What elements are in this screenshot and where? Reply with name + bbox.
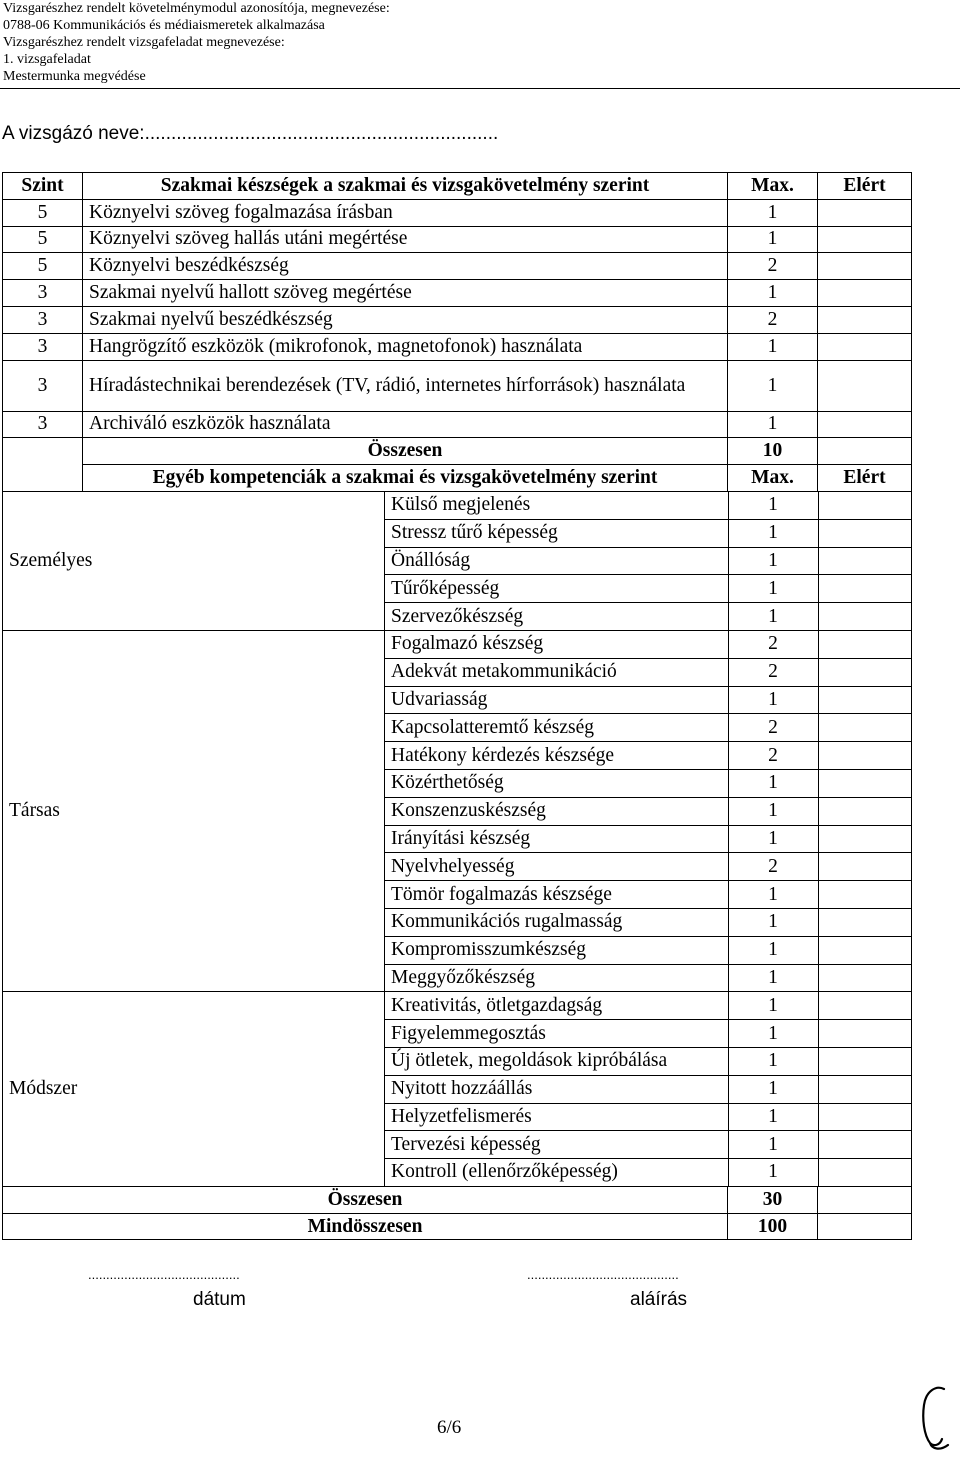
competency-max: 2 [728, 742, 818, 770]
achieved-cell[interactable] [818, 1213, 912, 1240]
competency-achieved[interactable] [818, 603, 912, 631]
subtotal2-label: Összesen [3, 1186, 728, 1213]
skill-cell: Szakmai nyelvű hallott szöveg megértése [83, 280, 728, 307]
level-cell: 5 [3, 253, 83, 280]
competency-achieved[interactable] [818, 1103, 912, 1131]
achieved-cell[interactable] [818, 253, 912, 280]
competency-achieved[interactable] [818, 964, 912, 992]
competency-groups-row [3, 491, 912, 1186]
competency-max: 2 [728, 658, 818, 686]
competency-label: Külső megjelenés [385, 492, 729, 519]
competency-achieved[interactable] [818, 853, 912, 881]
competency-label: Kapcsolatteremtő készség [385, 714, 729, 742]
competency-achieved[interactable] [818, 1020, 912, 1048]
max-cell: 1 [728, 280, 818, 307]
max-cell: 1 [728, 411, 818, 438]
page-number: 6/6 [437, 1417, 462, 1438]
header-line-2: 0788-06 Kommunikációs és médiaismeretek alkalmazása [3, 18, 325, 33]
competency-label: Kompromisszumkészség [385, 936, 729, 964]
competency-groups-table [3, 492, 912, 1186]
col-header-achieved: Elért [818, 173, 912, 200]
competency-achieved[interactable] [818, 519, 912, 547]
competency-label: Nyitott hozzáállás [385, 1075, 729, 1103]
level-cell: 3 [3, 333, 83, 360]
other-col-header-max: Max. [728, 465, 818, 492]
competency-achieved[interactable] [818, 936, 912, 964]
competency-max: 1 [728, 686, 818, 714]
competency-max: 1 [728, 1020, 818, 1048]
subtotal-value: 10 [728, 438, 818, 465]
skill-cell: Híradástechnikai berendezések (TV, rádió, internetes hírforrások) használata [83, 360, 728, 411]
competency-max: 2 [728, 714, 818, 742]
competency-achieved[interactable] [818, 547, 912, 575]
competency-max: 1 [728, 825, 818, 853]
grand-total-row [3, 1213, 912, 1240]
grand-total-label: Mindösszesen [3, 1213, 728, 1240]
table-row [3, 360, 912, 411]
competency-achieved[interactable] [818, 881, 912, 909]
achieved-cell[interactable] [818, 438, 912, 465]
table-row [3, 199, 912, 226]
competency-label: Önállóság [385, 547, 729, 575]
competency-max: 1 [728, 1131, 818, 1159]
date-line[interactable]: .......................................... [88, 1267, 240, 1282]
competency-achieved[interactable] [818, 686, 912, 714]
achieved-cell[interactable] [818, 226, 912, 253]
competency-max: 1 [728, 908, 818, 936]
competency-achieved[interactable] [818, 714, 912, 742]
competency-max: 1 [728, 964, 818, 992]
achieved-cell[interactable] [818, 199, 912, 226]
table-row [3, 253, 912, 280]
max-cell: 1 [728, 360, 818, 411]
competency-label: Tömör fogalmazás készsége [385, 881, 729, 909]
competency-achieved[interactable] [818, 1075, 912, 1103]
table-row [3, 226, 912, 253]
achieved-cell[interactable] [818, 333, 912, 360]
level-cell: 3 [3, 280, 83, 307]
competency-max: 1 [728, 1159, 818, 1186]
signature-label: aláírás [630, 1289, 688, 1310]
handwritten-initial [918, 1383, 954, 1453]
competency-label: Új ötletek, megoldások kipróbálása [385, 1047, 729, 1075]
competency-row [3, 492, 912, 519]
competency-max: 1 [728, 1075, 818, 1103]
competency-label: Figyelemmegosztás [385, 1020, 729, 1048]
competency-group-name: Társas [3, 630, 385, 991]
competency-label: Stressz tűrő képesség [385, 519, 729, 547]
skill-cell: Köznyelvi szöveg fogalmazása írásban [83, 199, 728, 226]
competency-label: Konszenzuskészség [385, 797, 729, 825]
competency-groups-body [3, 492, 912, 1186]
competency-achieved[interactable] [818, 1159, 912, 1186]
competency-group-name: Módszer [3, 992, 385, 1186]
competency-row [3, 630, 912, 658]
signature-line[interactable]: .......................................... [527, 1267, 679, 1282]
table-row [3, 280, 912, 307]
competency-label: Fogalmazó készség [385, 630, 729, 658]
col-header-level: Szint [3, 173, 83, 200]
blank-level-cell [3, 438, 83, 492]
level-cell: 5 [3, 199, 83, 226]
competency-label: Szervezőkészség [385, 603, 729, 631]
competency-achieved[interactable] [818, 769, 912, 797]
competency-achieved[interactable] [818, 797, 912, 825]
competency-label: Meggyőzőkészség [385, 964, 729, 992]
competency-label: Adekvát metakommunikáció [385, 658, 729, 686]
candidate-name-label[interactable]: A vizsgázó neve:................................................................... [2, 123, 499, 144]
table-row [3, 306, 912, 333]
achieved-cell[interactable] [818, 411, 912, 438]
max-cell: 2 [728, 306, 818, 333]
competency-max: 1 [728, 797, 818, 825]
skill-cell: Köznyelvi szöveg hallás utáni megértése [83, 226, 728, 253]
competency-achieved[interactable] [818, 1047, 912, 1075]
skill-cell: Szakmai nyelvű beszédkészség [83, 306, 728, 333]
max-cell: 1 [728, 333, 818, 360]
subtotal-label: Összesen [83, 438, 728, 465]
max-cell: 1 [728, 199, 818, 226]
competency-achieved[interactable] [818, 825, 912, 853]
header-line-1: Vizsgarészhez rendelt követelménymodul azonosítója, megnevezése: [3, 1, 390, 16]
subtotal-row-skills [3, 438, 912, 465]
competency-max: 2 [728, 630, 818, 658]
competency-label: Irányítási készség [385, 825, 729, 853]
subtotal-row-competencies [3, 1186, 912, 1213]
level-cell: 3 [3, 306, 83, 333]
table-row [3, 333, 912, 360]
competency-max: 1 [728, 492, 818, 519]
skill-cell: Hangrögzítő eszközök (mikrofonok, magnetofonok) használata [83, 333, 728, 360]
achieved-cell[interactable] [818, 360, 912, 411]
col-header-max: Max. [728, 173, 818, 200]
competency-max: 1 [728, 769, 818, 797]
level-cell: 3 [3, 360, 83, 411]
competency-label: Hatékony kérdezés készsége [385, 742, 729, 770]
competency-achieved[interactable] [818, 658, 912, 686]
date-label: dátum [193, 1289, 246, 1310]
competency-achieved[interactable] [818, 492, 912, 519]
skill-cell: Archiváló eszközök használata [83, 411, 728, 438]
competency-max: 1 [728, 1047, 818, 1075]
col-header-skills: Szakmai készségek a szakmai és vizsgakövetelmény szerint [83, 173, 728, 200]
competency-max: 1 [728, 603, 818, 631]
achieved-cell[interactable] [818, 280, 912, 307]
competency-achieved[interactable] [818, 575, 912, 603]
competency-label: Nyelvhelyesség [385, 853, 729, 881]
skill-cell: Köznyelvi beszédkészség [83, 253, 728, 280]
competency-label: Kommunikációs rugalmasság [385, 908, 729, 936]
competency-max: 2 [728, 853, 818, 881]
subtotal2-value: 30 [728, 1186, 818, 1213]
achieved-cell[interactable] [818, 1186, 912, 1213]
competency-label: Kreativitás, ötletgazdagság [385, 992, 729, 1020]
grand-total-value: 100 [728, 1213, 818, 1240]
level-cell: 5 [3, 226, 83, 253]
competency-achieved[interactable] [818, 742, 912, 770]
other-competencies-header-row [3, 465, 912, 492]
other-competencies-title: Egyéb kompetenciák a szakmai és vizsgakövetelmény szerint [83, 465, 728, 492]
competency-max: 1 [728, 936, 818, 964]
competency-max: 1 [728, 1103, 818, 1131]
competency-label: Helyzetfelismerés [385, 1103, 729, 1131]
competency-achieved[interactable] [818, 908, 912, 936]
competency-achieved[interactable] [818, 630, 912, 658]
competency-group-name: Személyes [3, 492, 385, 630]
competency-label: Udvariasság [385, 686, 729, 714]
achieved-cell[interactable] [818, 306, 912, 333]
competency-label: Tervezési képesség [385, 1131, 729, 1159]
max-cell: 2 [728, 253, 818, 280]
table-header-row [3, 173, 912, 200]
competency-label: Tűrőképesség [385, 575, 729, 603]
other-col-header-achieved: Elért [818, 465, 912, 492]
header-line-4: 1. vizsgafeladat [3, 52, 91, 67]
max-cell: 1 [728, 226, 818, 253]
competency-groups-cell [3, 491, 912, 1186]
competency-row [3, 992, 912, 1020]
document-header [0, 0, 960, 89]
competency-max: 1 [728, 575, 818, 603]
header-line-3: Vizsgarészhez rendelt vizsgafeladat megnevezése: [3, 35, 285, 50]
competency-max: 1 [728, 547, 818, 575]
table-row [3, 411, 912, 438]
competency-achieved[interactable] [818, 1131, 912, 1159]
level-cell: 3 [3, 411, 83, 438]
competency-label: Közérthetőség [385, 769, 729, 797]
competency-achieved[interactable] [818, 992, 912, 1020]
header-line-5: Mestermunka megvédése [3, 69, 146, 84]
competency-max: 1 [728, 881, 818, 909]
competency-max: 1 [728, 519, 818, 547]
competency-max: 1 [728, 992, 818, 1020]
competency-label: Kontroll (ellenőrzőképesség) [385, 1159, 729, 1186]
evaluation-table [2, 172, 912, 1240]
